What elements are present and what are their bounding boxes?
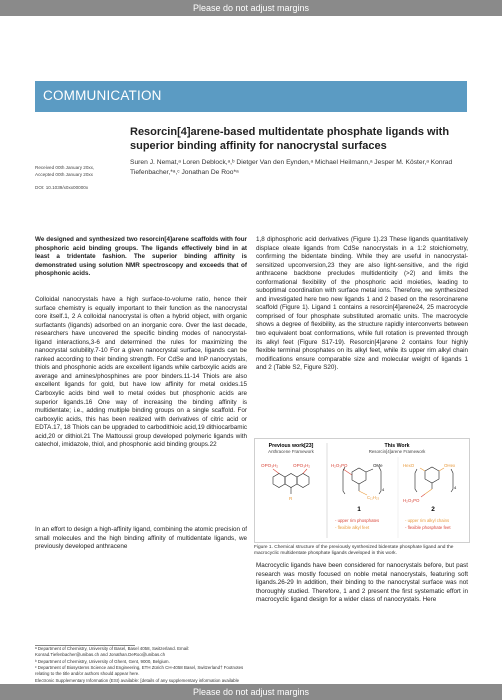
- ligand1-number: 1: [357, 506, 361, 513]
- footer-margin-bar: Please do not adjust margins: [0, 684, 502, 700]
- phosphate-label-left: OPO₃H₂: [261, 463, 279, 468]
- abstract: We designed and synthesized two resorcin[4]arene scaffolds with four phosphoric acid binding groups. The ligands effectively bind in at least a tridentate fashion. The superior binding affinity is demonstrated using solution NMR spectroscopy and exceeds that of phosphonic acids.: [35, 236, 247, 277]
- ligand2-structure: [415, 467, 453, 497]
- r-group-label: R: [289, 496, 293, 501]
- ligand1-repeat-count: 4: [382, 487, 385, 492]
- body-paragraph-4: Macrocyclic ligands have been considered for nanocrystals before, but past research was mostly focused on noble metal nanocrystals, featuring soft ligands.26-29 In addition, their binding to the nanocrystal surface was not thoroughly studied. Therefore, 1 and 2 present the first systematic effort in macrocyclic ligand design for a wider class of nanocrystals. Here: [256, 562, 468, 604]
- header-margin-bar: Please do not adjust margins: [0, 0, 502, 16]
- previous-work-subtitle: Anthracene Framework: [268, 449, 314, 454]
- ligand2-note-1: - upper rim alkyl chains: [405, 518, 450, 523]
- ligand2-repeat-count: 4: [454, 485, 457, 490]
- footnote-affiliation-b: ᵇ Department of Chemistry, University of Ghent, Gent, 9000, Belgium.: [35, 658, 170, 664]
- body-paragraph-3: 1,8 diphosphoric acid derivatives (Figure 1).23 These ligands quantitatively displace oleate ligands from CdSe nanocrystals in a 1:2 stoichiometry, confirming the bidentate binding. While they are useful in nanocrystal-sensitized upconversion,23 they are also light-sensitive, and the rigid anthracene backbone precludes multidenticity (>2) and limits the conformational flexibility of the phosphoric acid moieties, leading to suboptimal coordination with surface metal ions. Therefore, we synthesized and investigated here two new ligands 1 and 2 based on the resorcinarene scaffold (Figure 1). Ligand 1 contains a resorcin[4]arene24, 25 macrocycle comprised of four phosphate substituted aromatic units. The macrocycle shows a degree of flexibility, as the structure rapidly interconverts between two equivalent boat conformations, while full rotation is prevented through its alkyl feet (Figure S17-19). Resorcin[4]arene 2 contains four highly flexible terminal phosphates on its alkyl feet, while its upper rim alkyl chain modifications ensure comparable size and molecular weight of ligands 1 and 2 (Table S2, Figure S20).: [256, 236, 468, 372]
- phosphate-label-right: OPO₃H₂: [293, 463, 311, 468]
- footnote-affiliation-c: ᶜ Department of Biosystems Science and Engineering, ETH Zürich CH-4058 Basel, Switzerland† Footnotes relating to the title and/or authors should appear here.: [35, 665, 244, 677]
- anthracene-core: [273, 469, 309, 494]
- footnote-affiliation-a: ᵃ Department of Chemistry, University of Basel, Basel 4058, Switzerland. Email: Konrad.Tiefenbacher@unibas.ch and Jonathan.DeRoo@unibas.ch: [35, 646, 190, 657]
- ligand1-alkyl-label: C₁₁H₂₃: [367, 495, 380, 500]
- ligand2-hexoxy-left: HexO: [403, 463, 415, 468]
- ligand2-phosphate-label: H₂O₃PO: [403, 498, 420, 503]
- ligand2-note-2: - flexible phosphate feet: [405, 525, 451, 530]
- previous-work-label: Previous work[23]: [268, 443, 314, 449]
- ligand1-methoxy-label: OMe: [373, 463, 383, 468]
- ligand1-structure: [343, 467, 381, 495]
- paper-title: Resorcin[4]arene-based multidentate phosphate ligands with superior binding affinity for nanocrystal surfaces: [130, 126, 450, 152]
- this-work-subtitle: Resorcin[4]arene Framework: [368, 449, 426, 454]
- received-date: Received 00th January 20xx,: [35, 165, 95, 170]
- author-list: Suren J. Nemat,ᵃ Loren Deblock,ᵃ,ᵇ Dietger Van den Eynden,ᵃ Michael Heilmann,ᵃ Jesper M. Köster,ᵃ Konrad Tiefenbacher,*ᵃ,ᶜ Jonathan De Roo*ᵃ: [130, 159, 453, 176]
- ligand1-phosphate-label: H₂O₃PO: [331, 463, 348, 468]
- footnote-esi: Electronic Supplementary Information (ESI) available: [details of any supplementary information available: [35, 677, 240, 683]
- ligand-structures-drawing: [255, 439, 469, 542]
- ligand2-number: 2: [431, 506, 435, 513]
- accepted-date: Accepted 00th January 20xx: [35, 172, 93, 177]
- ligand1-note-1: - upper rim phosphates: [335, 518, 380, 523]
- body-paragraph-1: Colloidal nanocrystals have a high surface-to-volume ratio, hence their surface chemistry is equally important to their function as the nanocrystal core itself.1, 2 A colloidal nanocrystal is often a hybrid object, with organic surfactants (ligands) adsorbed on an inorganic core. Over the last decade, researchers have uncovered the specific binding modes of nanocrystal-ligand interactions,3-6 and determined the rules for maximizing the nanocrystal solubility.7-10 For a given nanocrystal surface, ligands can be ranked according to their binding strength. For CdSe and InP nanocrystals, thiols and phosphonic acids are excellent ligands while carboxylic acids are average and amines/phosphines are poor binders.11-14 Thiols are also excellent ligands for gold, but have low affinity for metal oxides.15 Carboxylic acids bind well to metal oxides but phosphonic acids are superior ligands.16 One way of increasing the binding affinity is multidentate; i.e., adding multiple binding groups on a single scaffold. For carboxylic acids, this has been realized with derivatives of citric acid or EDTA.17, 18 Thiols can be upgraded to carbodithioic acid,19 dithiocarbamic acid,20 or dithiol.21 The Mattoussi group developed polymeric ligands with catechol, imidazole, thiol, and phosphonic acid binding groups.22: [35, 296, 247, 449]
- figure-1: [254, 438, 470, 543]
- body-paragraph-2: In an effort to design a high-affinity ligand, combining the atomic precision of small molecules and the high binding affinity of multidentate ligands, we previously developed anthracene: [35, 526, 247, 551]
- ligand1-note-2: - flexible alkyl feet: [335, 525, 370, 530]
- section-banner: [35, 81, 467, 112]
- doi-line: DOI: 10.1039/x0xx00000x: [35, 185, 89, 190]
- this-work-label: This Work: [384, 443, 410, 449]
- ligand2-hexoxy-right: OHex: [444, 463, 456, 468]
- figure-caption: Figure 1. Chemical structure of the previously synthesized bidentate phosphate ligand and the macrocyclic multidentate phosphate ligands developed in this work.: [254, 545, 454, 557]
- banner-label: COMMUNICATION: [43, 88, 162, 103]
